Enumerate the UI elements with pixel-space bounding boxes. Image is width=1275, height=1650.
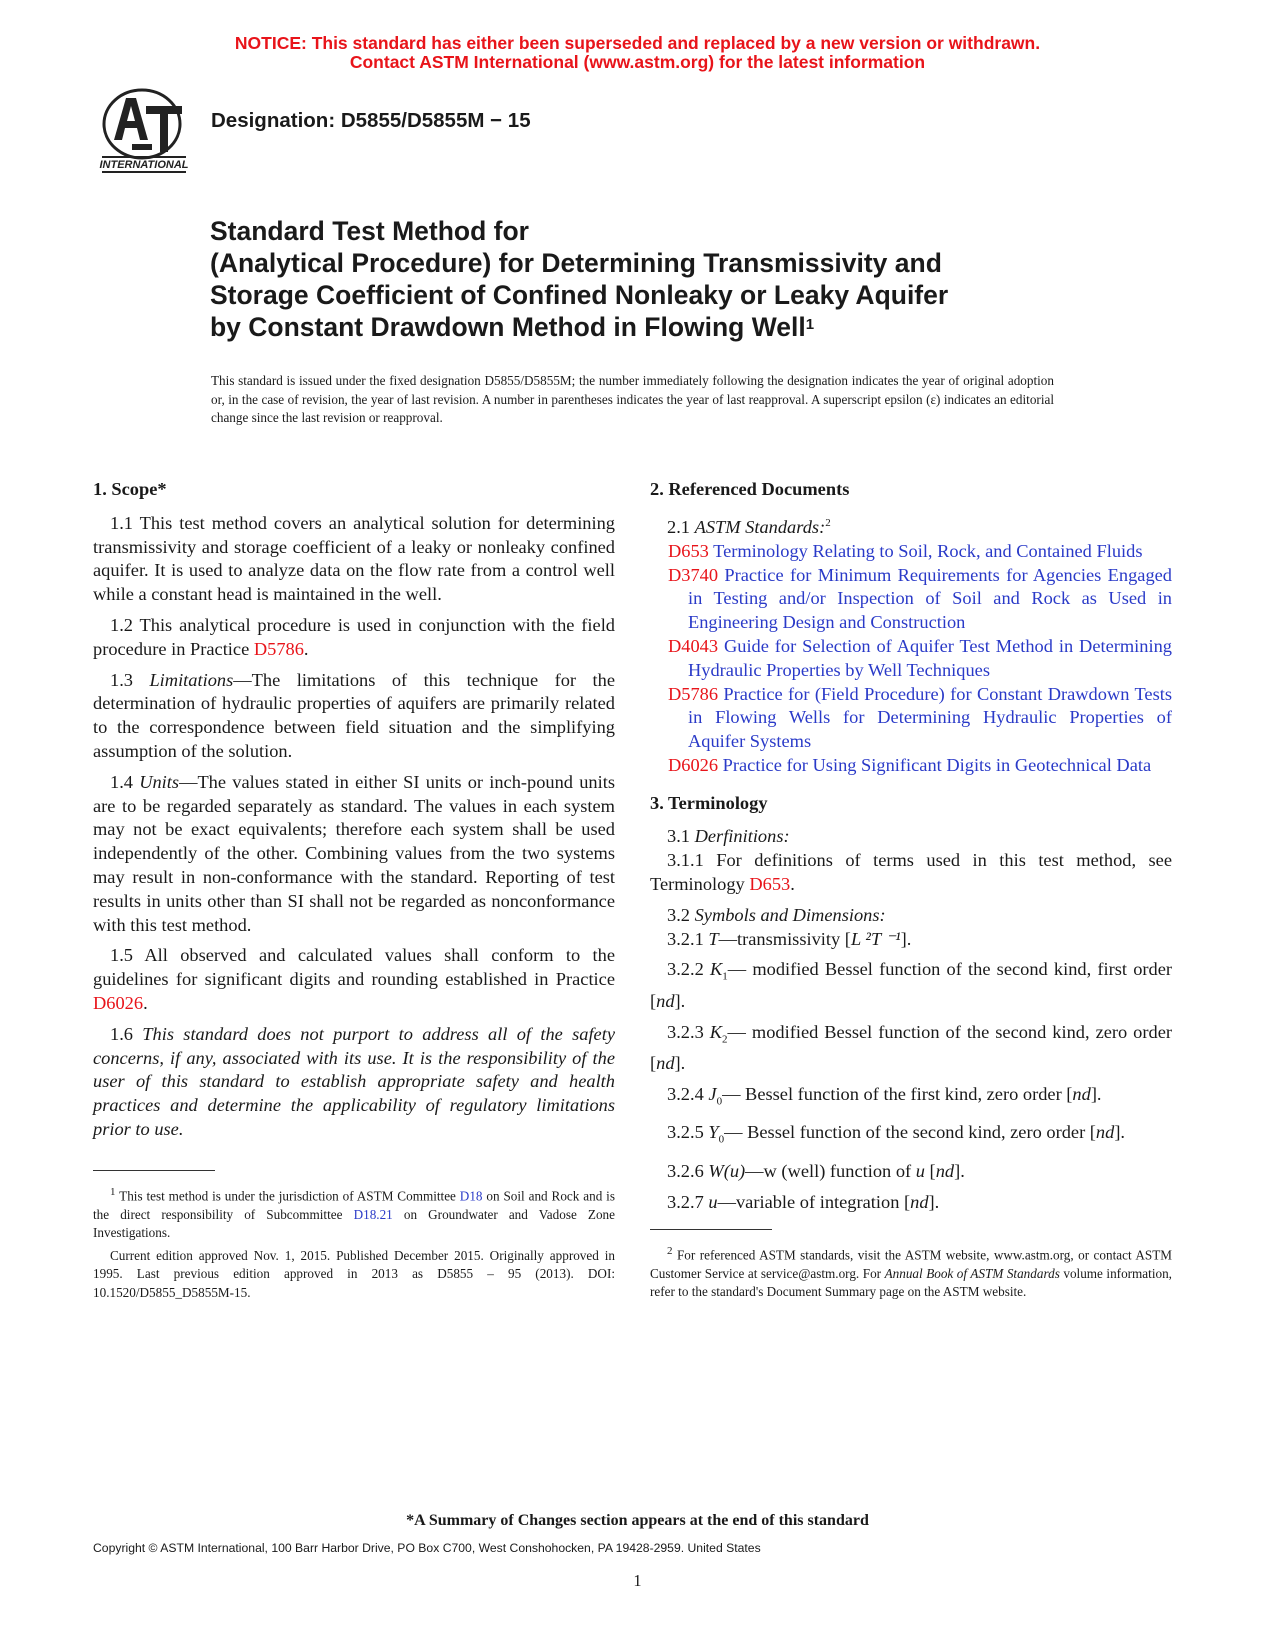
term-3-2-3: 3.2.3 $K_2—$ modified Bessel function of the second kind, zero order [nd]. [650, 1021, 1172, 1074]
footnote-1-edition: Current edition approved Nov. 1, 2015. Published December 2015. Originally approved in 1995. Last previous edition approved in 2013 as D5855 – 95 (2013). DOI: 10.1520/D5855_D5855M-15. [93, 1247, 615, 1301]
ref-code-d5786[interactable]: D5786 [668, 683, 719, 704]
scope-1-5: 1.5 All observed and calculated values shall conform to the guidelines for significant digits and rounding established in Practice D6026. [93, 945, 615, 1013]
term-3-1-1: 3.1.1 For definitions of terms used in this test method, see Terminology D653. [650, 850, 1172, 895]
referenced-heading: 2. Referenced Documents [650, 479, 850, 499]
summary-of-changes-note: *A Summary of Changes section appears at the end of this standard [406, 1512, 869, 1529]
term-3-2-5: 3.2.5 $Y_0—$ Bessel function of the second kind, zero order [nd]. [667, 1122, 1126, 1147]
ref-entry-d3740 [650, 564, 1172, 635]
page-number: 1 [633, 1571, 642, 1590]
document-title [210, 215, 1110, 343]
footnote-divider-2 [650, 1229, 772, 1230]
title-line-1: Standard Test Method for [210, 216, 529, 246]
ref-title-d6026[interactable]: Practice for Using Significant Digits in Geotechnical Data [718, 754, 1152, 775]
issued-note: This standard is issued under the fixed designation D5855/D5855M; the number immediately following the designation indicates the year of original adoption or, in the case of revision, the year of last revision. A number in parentheses indicates the year of last reapproval. A superscript epsilon (ε) indicates an editorial change since the last revision or reapproval. [211, 373, 1054, 425]
terminology-heading: 3. Terminology [650, 792, 768, 813]
scope-1-2: 1.2 This analytical procedure is used in conjunction with the field procedure in Practice D5786. [93, 614, 615, 659]
ref-link-d5786[interactable]: D5786 [253, 638, 304, 659]
term-3-2-7: 3.2.7 u—variable of integration [nd]. [667, 1191, 940, 1212]
designation: Designation: D5855/D5855M − 15 [211, 109, 531, 132]
footnote-1: $^1$ This test method is under the jurisdiction of ASTM Committee D18 on Soil and Rock and is the direct responsibility of Subcommittee D18.21 on Groundwater and Vadose Zone Investigations. Current edition approved Nov. 1, 2015. Published December 2015. Originally approved in 1995. Last previous edition approved in 2013 as D5855 – 95 (2013). DOI: 10.1520/D5855_D5855M-15. [93, 1183, 615, 1303]
scope-heading: 1. Scope* [93, 479, 167, 499]
term-3-1: 3.1 Derfinitions: [667, 826, 790, 847]
title-line-3: Storage Coefficient of Confined Nonleaky or Leaky Aquifer [210, 280, 949, 310]
ref-entry-d4043 [650, 635, 1172, 683]
footnote-divider [93, 1170, 215, 1171]
copyright: Copyright © ASTM International, 100 Barr Harbor Drive, PO Box C700, West Conshohocken, PA 19428-2959. United States [93, 1541, 761, 1555]
ref-code-d4043[interactable]: D4043 [668, 635, 719, 656]
ref-link-d653[interactable]: D653 [749, 874, 791, 895]
notice-line-2: Contact ASTM International (www.astm.org) for the latest information [349, 52, 926, 72]
ref-entry-d653 [650, 540, 1172, 564]
ref-link-d6026[interactable]: D6026 [93, 992, 144, 1013]
scope-1-3: 1.3 Limitations—The limitations of this technique for the determination of hydraulic properties of aquifers are primarily related to the correspondence between field situation and the simplifying assumption of the solution. [93, 669, 615, 761]
ref-title-d3740[interactable]: Practice for Minimum Requirements for Agencies Engaged in Testing and/or Inspection of Soil and Rock as Used in Engineering Design and Construction [688, 564, 1172, 633]
ref-link-d18-21[interactable]: D18.21 [353, 1206, 393, 1222]
astm-standards-label: 2.1 ASTM Standards:$^2$ [667, 516, 831, 537]
logo-text: INTERNATIONAL [99, 159, 189, 171]
footnote-2: $^2$ For referenced ASTM standards, visit the ASTM website, www.astm.org, or contact ASTM Customer Service at service@astm.org. For Annual Book of ASTM Standards volume information, refer to the standard's Document Summary page on the ASTM website. [650, 1244, 1172, 1300]
title-footnote-mark: 1 [805, 316, 815, 333]
term-3-2-6: 3.2.6 W(u)—w (well) function of u [nd]. [667, 1160, 965, 1181]
ref-title-d653[interactable]: Terminology Relating to Soil, Rock, and Contained Fluids [708, 540, 1143, 561]
ref-code-d3740[interactable]: D3740 [668, 564, 719, 585]
scope-1-1: 1.1 This test method covers an analytical solution for determining transmissivity and storage coefficient of a leaky or nonleaky confined aquifer. It is used to analyze data on the flow rate from a control well while a constant head is maintained in the well. [93, 512, 615, 605]
left-column [93, 478, 615, 1307]
ref-entry-d5786 [650, 683, 1172, 754]
title-line-2: (Analytical Procedure) for Determining Transmissivity and [210, 248, 942, 278]
term-3-2-2: 3.2.2 $K_1—$ modified Bessel function of the second kind, first order [nd]. [650, 959, 1172, 1011]
ref-code-d653[interactable]: D653 [668, 540, 709, 561]
term-3-2: 3.2 Symbols and Dimensions: [667, 904, 886, 925]
ref-link-d18[interactable]: D18 [459, 1188, 483, 1204]
ref-entry-d6026 [650, 754, 1172, 778]
right-column [650, 478, 1172, 1306]
notice-line-1: NOTICE: This standard has either been superseded and replaced by a new version or withdrawn. [234, 33, 1041, 53]
ref-title-d5786[interactable]: Practice for (Field Procedure) for Constant Drawdown Tests in Flowing Wells for Determining Hydraulic Properties of Aquifer Systems [688, 683, 1172, 752]
term-3-2-4: 3.2.4 $J_0—$ Bessel function of the first kind, zero order [nd]. [667, 1084, 1102, 1108]
ref-title-d4043[interactable]: Guide for Selection of Aquifer Test Method in Determining Hydraulic Properties by Well Techniques [688, 635, 1172, 680]
astm-logo [92, 84, 196, 176]
term-3-2-1: 3.2.1 T—transmissivity [L ²T ⁻¹]. [667, 928, 912, 949]
withdrawal-notice [0, 34, 1275, 72]
title-line-4: by Constant Drawdown Method in Flowing Well$^1$ [210, 312, 815, 342]
ref-code-d6026[interactable]: D6026 [668, 754, 719, 775]
astm-logo-icon [92, 84, 196, 176]
scope-1-4: 1.4 Units—The values stated in either SI units or inch-pound units are to be regarded separately as standard. The values in each system may not be exact equivalents; therefore each system shall be used independently of the other. Combining values from the two systems may result in non-conformance with the standard. Reporting of test results in units other than SI shall not be regarded as nonconformance with this test method. [93, 771, 615, 935]
scope-1-6: 1.6 This standard does not purport to address all of the safety concerns, if any, associated with its use. It is the responsibility of the user of this standard to establish appropriate safety and health practices and determine the applicability of regulatory limitations prior to use. [93, 1023, 615, 1139]
